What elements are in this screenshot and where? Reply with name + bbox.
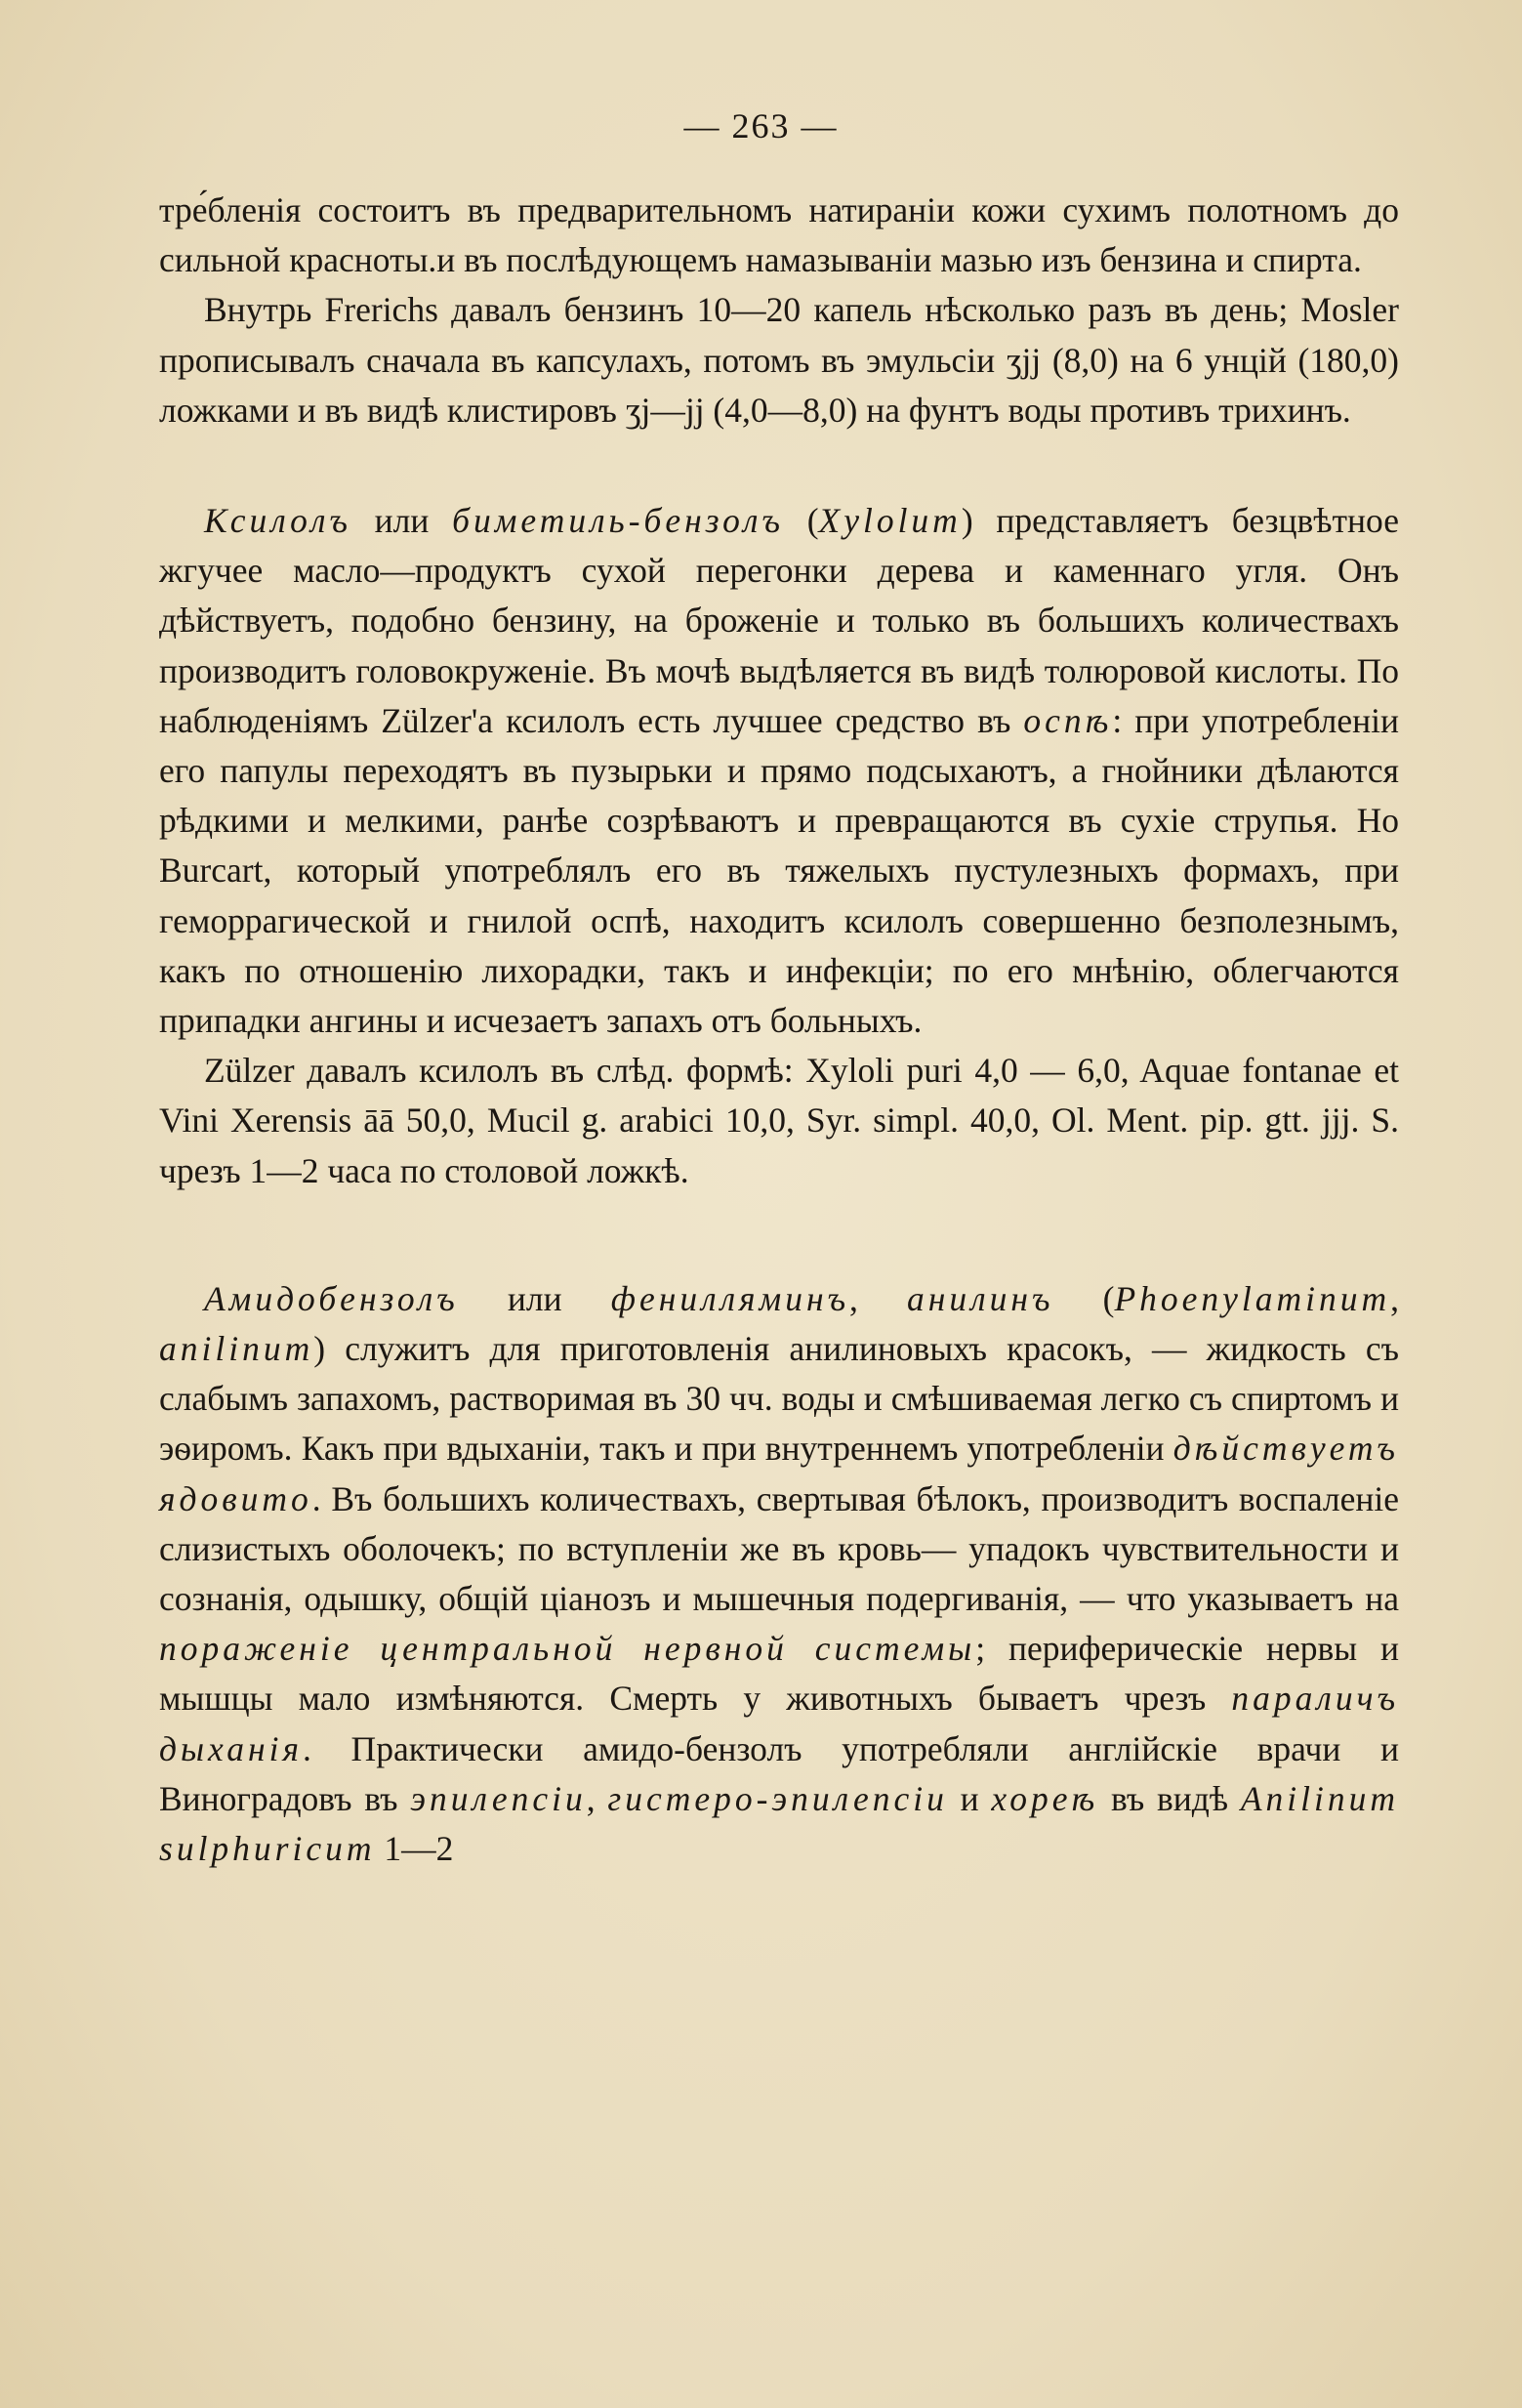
emphasized-term: анилинъ [907, 1278, 1054, 1318]
text-run: : при употребленіи его папулы переходятъ въ пузырьки и прямо подсыхаютъ, а гнойники дѣлаются рѣдкими и мелкими, ранѣе созрѣваютъ и превращаются въ сухіе струпья. Но Burcart, который употреблялъ его въ тяжелыхъ пустулезныхъ формахъ, при геморрагической и гнилой оспѣ, находитъ ксилолъ совершенно безполезнымъ, какъ по отношенію лихорадки, такъ и инфекціи; по его мнѣнію, облегчаются припадки ангины и исчезаетъ запахъ отъ больныхъ. [159, 700, 1399, 1041]
page-number: — 263 — [683, 106, 839, 145]
body-text [159, 186, 1399, 1874]
text-run: . Въ большихъ количествахъ, свертывая бѣлокъ, производитъ воспаленіе слизистыхъ оболочекъ; по вступленіи же въ кровь— упадокъ чувствительности и сознанія, одышку, общій ціанозъ и мышечныя подергиванія, — что указываетъ на [159, 1478, 1399, 1619]
emphasized-term: эпилепсіи [410, 1778, 587, 1818]
text-run: ( [783, 501, 819, 541]
emphasized-term: Xylolum [818, 501, 962, 541]
paragraph-1 [159, 186, 1399, 285]
emphasized-term: хореѣ [991, 1778, 1099, 1818]
emphasized-term: оспѣ [1023, 700, 1113, 740]
text-run: ) служитъ для приготовленія анилиновыхъ красокъ, — жидкость съ слабымъ запахомъ, растворимая въ 30 чч. воды и смѣшиваемая легко съ спиртомъ и эѳиромъ. Какъ при вдыханіи, такъ и при внутреннемъ употребленіи [159, 1329, 1399, 1469]
paragraph-2 [159, 285, 1399, 436]
text-run: Zülzer давалъ ксилолъ въ слѣд. формѣ: Xyloli puri 4,0 — 6,0, Aquae fontanae et Vini Xerensis āā 50,0, Mucil g. arabici 10,0, Syr. simpl. 40,0, Ol. Ment. pip. gtt. jjj. S. чрезъ 1—2 часа по столовой ложкѣ. [159, 1051, 1399, 1190]
text-run: Внутрь Frerichs давалъ бензинъ 10—20 капель нѣсколько разъ въ день; Mosler прописывалъ сначала въ капсулахъ, потомъ въ эмульсіи ʒjj (8,0) на 6 унцій (180,0) ложками и въ видѣ клистировъ ʒj—jj (4,0—8,0) на фунтъ воды противъ трихинъ. [159, 290, 1399, 430]
emphasized-term: параличъ дыханія [159, 1679, 1399, 1768]
emphasized-term: гистеро-эпилепсіи [607, 1778, 948, 1818]
paragraph-gap [159, 1196, 1399, 1274]
emphasized-term: Ксилолъ [204, 501, 351, 541]
emphasized-term: пораженіе центральной нервной системы [159, 1629, 976, 1669]
paragraph-gap [159, 436, 1399, 496]
emphasized-term: Anilinum sulphuricum [159, 1778, 1400, 1869]
paragraph-3 [159, 496, 1399, 1046]
text-run: или [458, 1278, 611, 1318]
text-run: , [586, 1778, 608, 1818]
text-run: , [849, 1278, 908, 1318]
text-run: или [350, 501, 453, 541]
text-run: тре́бленія состоитъ въ предварительномъ натираніи кожи сухимъ полотномъ до сильной красноты.и въ послѣдующемъ намазываніи мазью изъ бензина и спирта. [159, 190, 1399, 280]
paragraph-5 [159, 1274, 1399, 1874]
emphasized-term: дѣйствуетъ ядовито [159, 1429, 1399, 1518]
text-run: ) представляетъ безцвѣтное жгучее масло—продуктъ сухой перегонки дерева и каменнаго угля. Онъ дѣйствуетъ, подобно бензину, на броженіе и только въ большихъ количествахъ производитъ головокруженіе. Въ мочѣ выдѣляется въ видѣ толюровой кислоты. По наблюденіямъ Zülzer'а ксилолъ есть лучшее средство въ [159, 501, 1399, 740]
text-run: . Практически амидо-бензолъ употребляли англійскіе врачи и Виноградовъ въ [159, 1728, 1399, 1818]
emphasized-term: фенилляминъ [610, 1278, 849, 1318]
paragraph-4 [159, 1046, 1399, 1196]
emphasized-term: биметиль-бензолъ [452, 501, 784, 541]
text-run: ( [1053, 1278, 1115, 1318]
text-run: 1—2 [375, 1829, 454, 1869]
text-run: ; периферическіе нервы и мышцы мало измѣняются. Смерть у животныхъ бываетъ чрезъ [159, 1629, 1399, 1719]
text-run: въ видѣ [1098, 1778, 1241, 1818]
emphasized-term: anilinum [159, 1329, 314, 1369]
emphasized-term: Амидобензолъ [204, 1278, 459, 1318]
emphasized-term: Phoenylaminum [1114, 1278, 1391, 1318]
text-run: , [1390, 1278, 1400, 1318]
text-run: и [947, 1778, 992, 1818]
